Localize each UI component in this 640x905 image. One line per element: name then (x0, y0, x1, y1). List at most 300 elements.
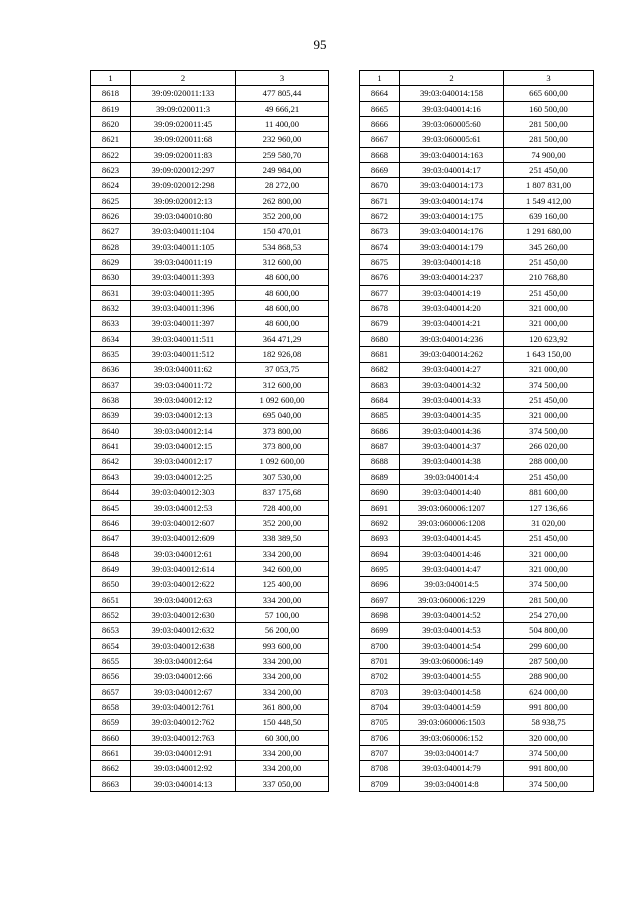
row-number-cell: 8618 (91, 86, 131, 101)
value-cell: 312 600,00 (236, 255, 329, 270)
row-number-cell: 8642 (91, 454, 131, 469)
value-cell: 251 450,00 (504, 469, 594, 484)
cadastral-number-cell: 39:03:040014:179 (400, 239, 504, 254)
row-number-cell: 8686 (360, 423, 400, 438)
table-row (91, 393, 329, 408)
row-number-cell: 8630 (91, 270, 131, 285)
row-number-cell: 8629 (91, 255, 131, 270)
table-row (91, 500, 329, 515)
cadastral-number-cell: 39:03:040014:45 (400, 531, 504, 546)
value-cell: 373 800,00 (236, 439, 329, 454)
value-cell: 48 600,00 (236, 316, 329, 331)
cadastral-number-cell: 39:03:040012:763 (131, 730, 236, 745)
row-number-cell: 8648 (91, 546, 131, 561)
value-cell: 48 600,00 (236, 270, 329, 285)
value-cell: 374 500,00 (504, 746, 594, 761)
value-cell: 373 800,00 (236, 423, 329, 438)
value-cell: 127 136,66 (504, 500, 594, 515)
table-row (360, 454, 594, 469)
row-number-cell: 8703 (360, 684, 400, 699)
row-number-cell: 8700 (360, 638, 400, 653)
value-cell: 342 600,00 (236, 562, 329, 577)
row-number-cell: 8673 (360, 224, 400, 239)
row-number-cell: 8704 (360, 700, 400, 715)
table-row (360, 746, 594, 761)
cadastral-number-cell: 39:03:040012:761 (131, 700, 236, 715)
cadastral-number-cell: 39:03:040012:632 (131, 623, 236, 638)
cadastral-number-cell: 39:03:040012:14 (131, 423, 236, 438)
cadastral-number-cell: 39:03:040012:638 (131, 638, 236, 653)
table-row (360, 776, 594, 791)
value-cell: 374 500,00 (504, 423, 594, 438)
value-cell: 150 470,01 (236, 224, 329, 239)
table-row (91, 454, 329, 469)
value-cell: 281 500,00 (504, 592, 594, 607)
value-cell: 37 053,75 (236, 362, 329, 377)
row-number-cell: 8663 (91, 776, 131, 791)
row-number-cell: 8627 (91, 224, 131, 239)
table-row (360, 239, 594, 254)
cadastral-number-cell: 39:03:040012:25 (131, 469, 236, 484)
row-number-cell: 8662 (91, 761, 131, 776)
cadastral-number-cell: 39:03:040014:236 (400, 331, 504, 346)
row-number-cell: 8636 (91, 362, 131, 377)
cadastral-number-cell: 39:03:040014:13 (131, 776, 236, 791)
value-cell: 251 450,00 (504, 163, 594, 178)
row-number-cell: 8668 (360, 147, 400, 162)
value-cell: 1 092 600,00 (236, 454, 329, 469)
cadastral-number-cell: 39:03:040014:175 (400, 209, 504, 224)
value-cell: 312 600,00 (236, 377, 329, 392)
table-row (360, 730, 594, 745)
value-cell: 334 200,00 (236, 746, 329, 761)
cadastral-number-cell: 39:03:060006:1207 (400, 500, 504, 515)
cadastral-number-cell: 39:03:040012:607 (131, 515, 236, 530)
value-cell: 665 600,00 (504, 86, 594, 101)
value-cell: 251 450,00 (504, 393, 594, 408)
row-number-cell: 8646 (91, 515, 131, 530)
page-number: 95 (313, 37, 327, 52)
cadastral-number-cell: 39:03:040011:19 (131, 255, 236, 270)
value-cell: 262 800,00 (236, 193, 329, 208)
value-cell: 11 400,00 (236, 117, 329, 132)
row-number-cell: 8644 (91, 485, 131, 500)
row-number-cell: 8641 (91, 439, 131, 454)
cadastral-number-cell: 39:03:040014:37 (400, 439, 504, 454)
cadastral-number-cell: 39:03:040014:54 (400, 638, 504, 653)
value-cell: 56 200,00 (236, 623, 329, 638)
value-cell: 321 000,00 (504, 562, 594, 577)
table-row (91, 592, 329, 607)
value-cell: 288 000,00 (504, 454, 594, 469)
cadastral-number-cell: 39:03:040011:512 (131, 347, 236, 362)
value-cell: 1 549 412,00 (504, 193, 594, 208)
table-row (91, 623, 329, 638)
table-row (360, 500, 594, 515)
row-number-cell: 8628 (91, 239, 131, 254)
cadastral-number-cell: 39:03:040012:63 (131, 592, 236, 607)
cadastral-number-cell: 39:03:040014:47 (400, 562, 504, 577)
value-cell: 160 500,00 (504, 101, 594, 116)
row-number-cell: 8706 (360, 730, 400, 745)
row-number-cell: 8685 (360, 408, 400, 423)
cadastral-number-cell: 39:03:040012:66 (131, 669, 236, 684)
cadastral-number-cell: 39:03:040014:52 (400, 608, 504, 623)
table-row (360, 408, 594, 423)
table-row (360, 715, 594, 730)
row-number-cell: 8621 (91, 132, 131, 147)
value-cell: 182 926,08 (236, 347, 329, 362)
row-number-cell: 8654 (91, 638, 131, 653)
value-cell: 334 200,00 (236, 761, 329, 776)
table-row (360, 700, 594, 715)
table-row (91, 301, 329, 316)
value-cell: 321 000,00 (504, 316, 594, 331)
column-header-cadastral: 2 (131, 71, 236, 86)
row-number-cell: 8694 (360, 546, 400, 561)
table-row (360, 669, 594, 684)
row-number-cell: 8702 (360, 669, 400, 684)
row-number-cell: 8693 (360, 531, 400, 546)
cadastral-number-cell: 39:03:040014:4 (400, 469, 504, 484)
cadastral-number-cell: 39:03:040012:614 (131, 562, 236, 577)
value-cell: 48 600,00 (236, 301, 329, 316)
value-cell: 254 270,00 (504, 608, 594, 623)
value-cell: 321 000,00 (504, 301, 594, 316)
value-cell: 991 800,00 (504, 700, 594, 715)
value-cell: 321 000,00 (504, 546, 594, 561)
row-number-cell: 8691 (360, 500, 400, 515)
value-cell: 60 300,00 (236, 730, 329, 745)
value-cell: 345 260,00 (504, 239, 594, 254)
row-number-cell: 8652 (91, 608, 131, 623)
table-row (91, 117, 329, 132)
table-row (91, 178, 329, 193)
value-cell: 991 800,00 (504, 761, 594, 776)
table-row (360, 608, 594, 623)
row-number-cell: 8709 (360, 776, 400, 791)
table-row (91, 270, 329, 285)
table-row (91, 700, 329, 715)
table-row (360, 132, 594, 147)
cadastral-number-cell: 39:03:040014:18 (400, 255, 504, 270)
row-number-cell: 8658 (91, 700, 131, 715)
table-row (360, 439, 594, 454)
table-row (91, 469, 329, 484)
row-number-cell: 8664 (360, 86, 400, 101)
value-cell: 504 800,00 (504, 623, 594, 638)
value-cell: 728 400,00 (236, 500, 329, 515)
value-cell: 334 200,00 (236, 684, 329, 699)
cadastral-number-cell: 39:03:040012:15 (131, 439, 236, 454)
cadastral-number-cell: 39:03:040014:35 (400, 408, 504, 423)
table-row (360, 86, 594, 101)
row-number-cell: 8659 (91, 715, 131, 730)
value-cell: 837 175,68 (236, 485, 329, 500)
row-number-cell: 8651 (91, 592, 131, 607)
row-number-cell: 8620 (91, 117, 131, 132)
table-row (360, 515, 594, 530)
table-row (91, 362, 329, 377)
row-number-cell: 8650 (91, 577, 131, 592)
row-number-cell: 8688 (360, 454, 400, 469)
cadastral-number-cell: 39:03:040011:105 (131, 239, 236, 254)
registry-table-left (90, 70, 329, 792)
table-header-row (360, 71, 594, 86)
row-number-cell: 8690 (360, 485, 400, 500)
cadastral-number-cell: 39:03:040014:17 (400, 163, 504, 178)
cadastral-number-cell: 39:09:020012:297 (131, 163, 236, 178)
table-row (91, 577, 329, 592)
table-row (91, 439, 329, 454)
table-row (91, 86, 329, 101)
value-cell: 334 200,00 (236, 546, 329, 561)
row-number-cell: 8619 (91, 101, 131, 116)
value-cell: 287 500,00 (504, 654, 594, 669)
row-number-cell: 8633 (91, 316, 131, 331)
cadastral-number-cell: 39:03:040012:630 (131, 608, 236, 623)
value-cell: 695 040,00 (236, 408, 329, 423)
cadastral-number-cell: 39:03:040014:173 (400, 178, 504, 193)
cadastral-number-cell: 39:03:040014:40 (400, 485, 504, 500)
row-number-cell: 8699 (360, 623, 400, 638)
value-cell: 49 666,21 (236, 101, 329, 116)
table-row (91, 347, 329, 362)
registry-table-right (359, 70, 594, 792)
row-number-cell: 8625 (91, 193, 131, 208)
value-cell: 74 900,00 (504, 147, 594, 162)
row-number-cell: 8672 (360, 209, 400, 224)
value-cell: 993 600,00 (236, 638, 329, 653)
table-row (360, 224, 594, 239)
cadastral-number-cell: 39:03:040012:67 (131, 684, 236, 699)
table-row (91, 316, 329, 331)
table-row (91, 331, 329, 346)
row-number-cell: 8634 (91, 331, 131, 346)
cadastral-number-cell: 39:03:040014:53 (400, 623, 504, 638)
value-cell: 321 000,00 (504, 362, 594, 377)
table-row (360, 638, 594, 653)
table-row (360, 362, 594, 377)
row-number-cell: 8661 (91, 746, 131, 761)
row-number-cell: 8692 (360, 515, 400, 530)
value-cell: 334 200,00 (236, 669, 329, 684)
table-row (360, 531, 594, 546)
value-cell: 210 768,80 (504, 270, 594, 285)
row-number-cell: 8639 (91, 408, 131, 423)
row-number-cell: 8708 (360, 761, 400, 776)
cadastral-number-cell: 39:03:040014:237 (400, 270, 504, 285)
row-number-cell: 8687 (360, 439, 400, 454)
column-header-number: 1 (91, 71, 131, 86)
table-row (360, 393, 594, 408)
cadastral-number-cell: 39:09:020011:3 (131, 101, 236, 116)
value-cell: 251 450,00 (504, 285, 594, 300)
table-row (91, 730, 329, 745)
cadastral-number-cell: 39:03:040014:5 (400, 577, 504, 592)
cadastral-number-cell: 39:03:060006:1208 (400, 515, 504, 530)
cadastral-number-cell: 39:03:040012:61 (131, 546, 236, 561)
cadastral-number-cell: 39:03:040014:59 (400, 700, 504, 715)
row-number-cell: 8665 (360, 101, 400, 116)
cadastral-number-cell: 39:03:060006:152 (400, 730, 504, 745)
table-row (91, 608, 329, 623)
value-cell: 374 500,00 (504, 377, 594, 392)
table-row (360, 316, 594, 331)
row-number-cell: 8689 (360, 469, 400, 484)
value-cell: 28 272,00 (236, 178, 329, 193)
table-row (91, 684, 329, 699)
value-cell: 1 291 680,00 (504, 224, 594, 239)
table-header-row (91, 71, 329, 86)
value-cell: 288 900,00 (504, 669, 594, 684)
value-cell: 57 100,00 (236, 608, 329, 623)
cadastral-number-cell: 39:03:040014:32 (400, 377, 504, 392)
table-row (91, 408, 329, 423)
value-cell: 477 805,44 (236, 86, 329, 101)
table-row (91, 423, 329, 438)
cadastral-number-cell: 39:03:040014:27 (400, 362, 504, 377)
table-row (360, 147, 594, 162)
table-row (360, 562, 594, 577)
row-number-cell: 8666 (360, 117, 400, 132)
value-cell: 125 400,00 (236, 577, 329, 592)
value-cell: 352 200,00 (236, 209, 329, 224)
cadastral-number-cell: 39:03:040011:396 (131, 301, 236, 316)
table-row (360, 347, 594, 362)
table-row (360, 592, 594, 607)
cadastral-number-cell: 39:03:040014:7 (400, 746, 504, 761)
row-number-cell: 8679 (360, 316, 400, 331)
row-number-cell: 8635 (91, 347, 131, 362)
value-cell: 299 600,00 (504, 638, 594, 653)
cadastral-number-cell: 39:03:040014:33 (400, 393, 504, 408)
table-row (91, 224, 329, 239)
cadastral-number-cell: 39:09:020011:83 (131, 147, 236, 162)
cadastral-number-cell: 39:03:040012:17 (131, 454, 236, 469)
cadastral-number-cell: 39:03:040014:79 (400, 761, 504, 776)
table-row (360, 469, 594, 484)
table-row (91, 255, 329, 270)
cadastral-number-cell: 39:03:040012:53 (131, 500, 236, 515)
table-row (360, 654, 594, 669)
column-header-value: 3 (236, 71, 329, 86)
value-cell: 232 960,00 (236, 132, 329, 147)
row-number-cell: 8637 (91, 377, 131, 392)
table-row (360, 101, 594, 116)
table-row (91, 776, 329, 791)
cadastral-number-cell: 39:03:040012:609 (131, 531, 236, 546)
table-row (91, 562, 329, 577)
table-row (360, 684, 594, 699)
row-number-cell: 8622 (91, 147, 131, 162)
table-row (91, 638, 329, 653)
value-cell: 334 200,00 (236, 654, 329, 669)
row-number-cell: 8660 (91, 730, 131, 745)
row-number-cell: 8657 (91, 684, 131, 699)
table-row (91, 285, 329, 300)
row-number-cell: 8675 (360, 255, 400, 270)
table-row (91, 531, 329, 546)
row-number-cell: 8656 (91, 669, 131, 684)
row-number-cell: 8626 (91, 209, 131, 224)
table-row (360, 301, 594, 316)
value-cell: 374 500,00 (504, 776, 594, 791)
row-number-cell: 8677 (360, 285, 400, 300)
column-header-number: 1 (360, 71, 400, 86)
cadastral-number-cell: 39:03:040011:395 (131, 285, 236, 300)
table-row (91, 147, 329, 162)
cadastral-number-cell: 39:09:020011:68 (131, 132, 236, 147)
value-cell: 352 200,00 (236, 515, 329, 530)
value-cell: 31 020,00 (504, 515, 594, 530)
cadastral-number-cell: 39:03:040014:174 (400, 193, 504, 208)
table-row (360, 577, 594, 592)
row-number-cell: 8683 (360, 377, 400, 392)
value-cell: 1 092 600,00 (236, 393, 329, 408)
row-number-cell: 8674 (360, 239, 400, 254)
cadastral-number-cell: 39:03:040012:303 (131, 485, 236, 500)
table-row (360, 761, 594, 776)
table-row (360, 270, 594, 285)
table-row (360, 331, 594, 346)
cadastral-number-cell: 39:03:060005:61 (400, 132, 504, 147)
cadastral-number-cell: 39:03:040014:55 (400, 669, 504, 684)
row-number-cell: 8678 (360, 301, 400, 316)
table-row (360, 193, 594, 208)
table-row (360, 623, 594, 638)
value-cell: 150 448,50 (236, 715, 329, 730)
cadastral-number-cell: 39:03:040014:16 (400, 101, 504, 116)
row-number-cell: 8649 (91, 562, 131, 577)
cadastral-number-cell: 39:03:040014:158 (400, 86, 504, 101)
row-number-cell: 8681 (360, 347, 400, 362)
row-number-cell: 8653 (91, 623, 131, 638)
row-number-cell: 8671 (360, 193, 400, 208)
cadastral-number-cell: 39:03:060006:149 (400, 654, 504, 669)
row-number-cell: 8655 (91, 654, 131, 669)
row-number-cell: 8643 (91, 469, 131, 484)
value-cell: 639 160,00 (504, 209, 594, 224)
cadastral-number-cell: 39:03:060006:1229 (400, 592, 504, 607)
table-row (360, 117, 594, 132)
table-row (360, 423, 594, 438)
value-cell: 58 938,75 (504, 715, 594, 730)
table-row (360, 209, 594, 224)
table-row (91, 546, 329, 561)
value-cell: 251 450,00 (504, 531, 594, 546)
cadastral-number-cell: 39:03:040012:12 (131, 393, 236, 408)
cadastral-number-cell: 39:03:040011:397 (131, 316, 236, 331)
value-cell: 624 000,00 (504, 684, 594, 699)
row-number-cell: 8684 (360, 393, 400, 408)
table-row (360, 485, 594, 500)
value-cell: 251 450,00 (504, 255, 594, 270)
cadastral-number-cell: 39:03:040014:176 (400, 224, 504, 239)
row-number-cell: 8647 (91, 531, 131, 546)
value-cell: 281 500,00 (504, 117, 594, 132)
table-row (91, 485, 329, 500)
table-row (91, 163, 329, 178)
row-number-cell: 8670 (360, 178, 400, 193)
value-cell: 361 800,00 (236, 700, 329, 715)
cadastral-number-cell: 39:03:040010:80 (131, 209, 236, 224)
column-header-cadastral: 2 (400, 71, 504, 86)
cadastral-number-cell: 39:03:040012:13 (131, 408, 236, 423)
table-row (91, 209, 329, 224)
cadastral-number-cell: 39:09:020012:298 (131, 178, 236, 193)
cadastral-number-cell: 39:03:040012:92 (131, 761, 236, 776)
